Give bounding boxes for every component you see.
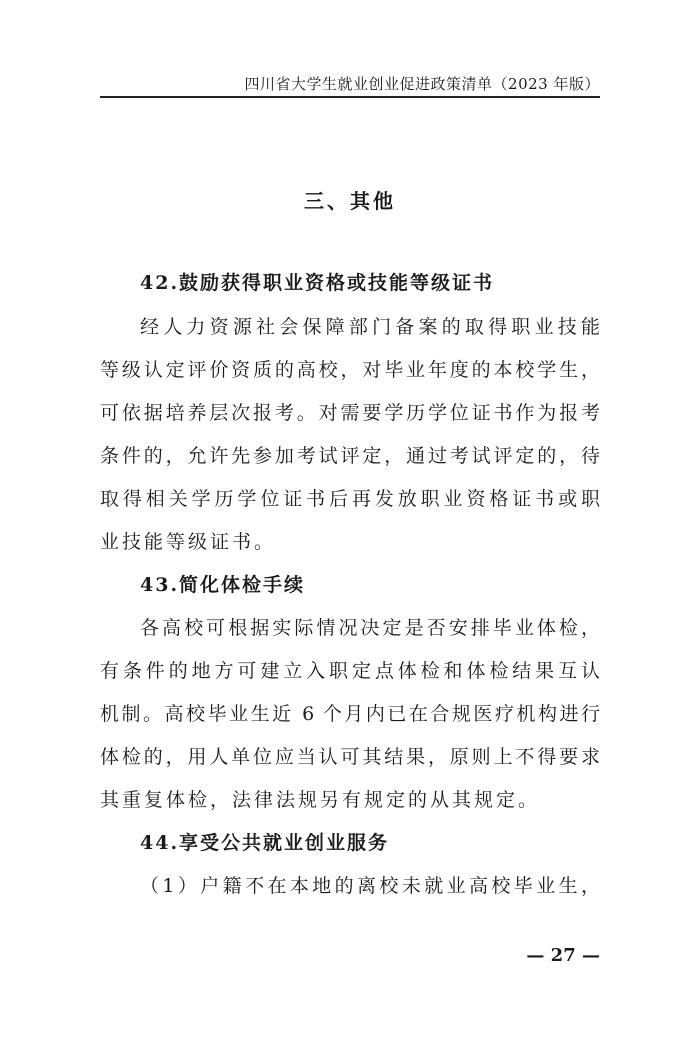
item-43-line-2: 有条件的地方可建立入职定点体检和体检结果互认 [100,660,600,682]
page-number: — 27 — [526,945,600,966]
running-header: 四川省大学生就业创业促进政策清单（2023 年版） [244,75,600,93]
item-42-line-1: 经人力资源社会保障部门备案的取得职业技能 [140,316,600,338]
item-42-line-5: 取得相关学历学位证书后再发放职业资格证书或职 [100,488,600,510]
item-44-line-1: （1）户籍不在本地的离校未就业高校毕业生， [140,875,600,897]
item-43-line-4: 体检的，用人单位应当认可其结果，原则上不得要求 [100,746,600,768]
item-43-heading: 43.简化体检手续 [140,574,306,596]
item-43-line-3: 机制。高校毕业生近 6 个月内已在合规医疗机构进行 [100,703,600,725]
item-42-line-2: 等级认定评价资质的高校，对毕业年度的本校学生， [100,359,600,381]
item-42-line-4: 条件的，允许先参加考试评定，通过考试评定的，待 [100,445,600,467]
item-42-line-6: 业技能等级证书。 [100,531,277,553]
item-42-line-3: 可依据培养层次报考。对需要学历学位证书作为报考 [100,402,600,424]
item-43-line-1: 各高校可根据实际情况决定是否安排毕业体检， [140,617,600,639]
item-43-line-5: 其重复体检，法律法规另有规定的从其规定。 [100,789,541,811]
item-44-heading: 44.享受公共就业创业服务 [140,832,390,854]
item-42-heading: 42.鼓励获得职业资格或技能等级证书 [140,272,495,294]
section-title: 三、其他 [304,189,396,213]
header-rule [100,96,600,98]
